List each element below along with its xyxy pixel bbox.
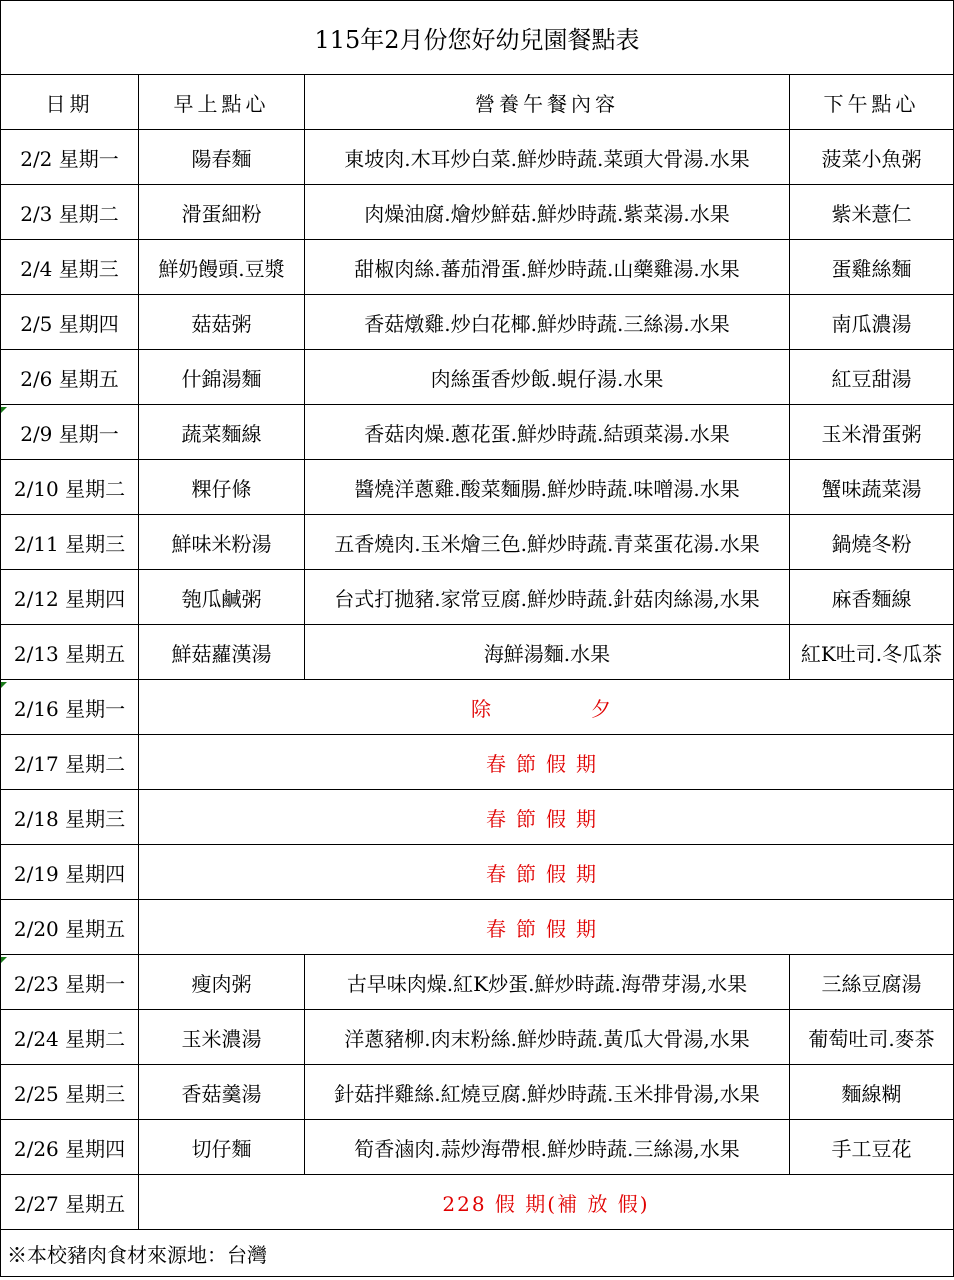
date-cell: 2/13 星期五: [1, 625, 139, 680]
lunch-cell: 甜椒肉絲.蕃茄滑蛋.鮮炒時蔬.山藥雞湯.水果: [305, 240, 790, 295]
date-cell: 2/16 星期一: [1, 680, 139, 735]
afternoon-snack-cell: 菠菜小魚粥: [790, 130, 954, 185]
afternoon-snack-cell: 玉米滑蛋粥: [790, 405, 954, 460]
date-cell: 2/17 星期二: [1, 735, 139, 790]
table-row: [1, 955, 954, 1010]
date-cell: 2/11 星期三: [1, 515, 139, 570]
date-cell: 2/2 星期一: [1, 130, 139, 185]
morning-snack-cell: 瘦肉粥: [139, 955, 305, 1010]
afternoon-snack-cell: 鍋燒冬粉: [790, 515, 954, 570]
holiday-label: 228 假 期(補 放 假): [139, 1175, 954, 1230]
date-cell: 2/18 星期三: [1, 790, 139, 845]
lunch-cell: 筍香滷肉.蒜炒海帶根.鮮炒時蔬.三絲湯,水果: [305, 1120, 790, 1175]
lunch-cell: 香菇燉雞.炒白花椰.鮮炒時蔬.三絲湯.水果: [305, 295, 790, 350]
morning-snack-cell: 鮮奶饅頭.豆漿: [139, 240, 305, 295]
table-row: [1, 1010, 954, 1065]
menu-title: 115年2月份您好幼兒園餐點表: [1, 1, 954, 75]
morning-snack-cell: 粿仔條: [139, 460, 305, 515]
afternoon-snack-cell: 麵線糊: [790, 1065, 954, 1120]
morning-snack-cell: 什錦湯麵: [139, 350, 305, 405]
table-row: [1, 625, 954, 680]
table-row: [1, 570, 954, 625]
date-cell: 2/24 星期二: [1, 1010, 139, 1065]
lunch-cell: 香菇肉燥.蔥花蛋.鮮炒時蔬.結頭菜湯.水果: [305, 405, 790, 460]
morning-snack-cell: 陽春麵: [139, 130, 305, 185]
table-row: [1, 405, 954, 460]
table-row: [1, 1065, 954, 1120]
holiday-row: [1, 900, 954, 955]
holiday-row: [1, 680, 954, 735]
date-cell: 2/10 星期二: [1, 460, 139, 515]
holiday-row: [1, 1175, 954, 1230]
date-cell: 2/5 星期四: [1, 295, 139, 350]
lunch-cell: 醬燒洋蔥雞.酸菜麵腸.鮮炒時蔬.味噌湯.水果: [305, 460, 790, 515]
lunch-cell: 肉燥油腐.燴炒鮮菇.鮮炒時蔬.紫菜湯.水果: [305, 185, 790, 240]
morning-snack-cell: 玉米濃湯: [139, 1010, 305, 1065]
holiday-row: [1, 790, 954, 845]
table-row: [1, 1120, 954, 1175]
lunch-cell: 五香燒肉.玉米燴三色.鮮炒時蔬.青菜蛋花湯.水果: [305, 515, 790, 570]
lunch-cell: 洋蔥豬柳.肉末粉絲.鮮炒時蔬.黃瓜大骨湯,水果: [305, 1010, 790, 1065]
lunch-cell: 肉絲蛋香炒飯.蜆仔湯.水果: [305, 350, 790, 405]
date-cell: 2/12 星期四: [1, 570, 139, 625]
afternoon-snack-cell: 紅K吐司.冬瓜茶: [790, 625, 954, 680]
lunch-cell: 台式打拋豬.家常豆腐.鮮炒時蔬.針菇肉絲湯,水果: [305, 570, 790, 625]
holiday-row: [1, 845, 954, 900]
morning-snack-cell: 鮮味米粉湯: [139, 515, 305, 570]
table-row: [1, 185, 954, 240]
date-cell: 2/20 星期五: [1, 900, 139, 955]
afternoon-snack-cell: 手工豆花: [790, 1120, 954, 1175]
afternoon-snack-cell: 南瓜濃湯: [790, 295, 954, 350]
afternoon-snack-cell: 紫米薏仁: [790, 185, 954, 240]
afternoon-snack-cell: 麻香麵線: [790, 570, 954, 625]
morning-snack-cell: 鮮菇蘿漢湯: [139, 625, 305, 680]
holiday-label: 春節假期: [139, 900, 954, 955]
header-morning-snack: 早上點心: [139, 75, 305, 130]
lunch-cell: 東坡肉.木耳炒白菜.鮮炒時蔬.菜頭大骨湯.水果: [305, 130, 790, 185]
header-date: 日期: [1, 75, 139, 130]
lunch-cell: 海鮮湯麵.水果: [305, 625, 790, 680]
morning-snack-cell: 蔬菜麵線: [139, 405, 305, 460]
holiday-row: [1, 735, 954, 790]
afternoon-snack-cell: 紅豆甜湯: [790, 350, 954, 405]
holiday-label: 春節假期: [139, 845, 954, 900]
date-cell: 2/27 星期五: [1, 1175, 139, 1230]
morning-snack-cell: 菇菇粥: [139, 295, 305, 350]
afternoon-snack-cell: 蛋雞絲麵: [790, 240, 954, 295]
holiday-label: 春節假期: [139, 735, 954, 790]
table-row: [1, 295, 954, 350]
date-cell: 2/4 星期三: [1, 240, 139, 295]
table-row: [1, 460, 954, 515]
date-cell: 2/9 星期一: [1, 405, 139, 460]
morning-snack-cell: 切仔麵: [139, 1120, 305, 1175]
afternoon-snack-cell: 三絲豆腐湯: [790, 955, 954, 1010]
header-lunch: 營養午餐內容: [305, 75, 790, 130]
pork-origin-note: ※本校豬肉食材來源地：台灣: [1, 1230, 954, 1277]
morning-snack-cell: 匏瓜鹹粥: [139, 570, 305, 625]
cell-comment-marker: [1, 407, 7, 413]
morning-snack-cell: 滑蛋細粉: [139, 185, 305, 240]
date-cell: 2/19 星期四: [1, 845, 139, 900]
date-cell: 2/3 星期二: [1, 185, 139, 240]
lunch-cell: 針菇拌雞絲.紅燒豆腐.鮮炒時蔬.玉米排骨湯,水果: [305, 1065, 790, 1120]
afternoon-snack-cell: 葡萄吐司.麥茶: [790, 1010, 954, 1065]
cell-comment-marker: [1, 957, 7, 963]
cell-comment-marker: [1, 682, 7, 688]
table-row: [1, 130, 954, 185]
table-row: [1, 350, 954, 405]
morning-snack-cell: 香菇羹湯: [139, 1065, 305, 1120]
header-afternoon-snack: 下午點心: [790, 75, 954, 130]
date-cell: 2/6 星期五: [1, 350, 139, 405]
date-cell: 2/23 星期一: [1, 955, 139, 1010]
table-row: [1, 515, 954, 570]
date-cell: 2/25 星期三: [1, 1065, 139, 1120]
afternoon-snack-cell: 蟹味蔬菜湯: [790, 460, 954, 515]
date-cell: 2/26 星期四: [1, 1120, 139, 1175]
lunch-cell: 古早味肉燥.紅K炒蛋.鮮炒時蔬.海帶芽湯,水果: [305, 955, 790, 1010]
holiday-label: 春節假期: [139, 790, 954, 845]
holiday-label: 除 夕: [139, 680, 954, 735]
table-row: [1, 240, 954, 295]
